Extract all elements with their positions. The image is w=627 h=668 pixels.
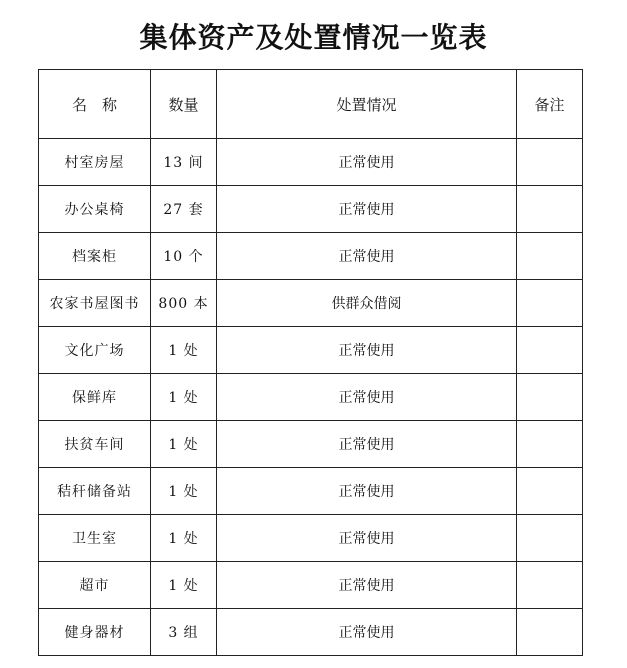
cell-disposal-status: 正常使用 (217, 609, 517, 656)
cell-disposal-status: 正常使用 (217, 515, 517, 562)
cell-disposal-status: 正常使用 (217, 421, 517, 468)
table-row (39, 186, 583, 233)
cell-remarks (517, 609, 583, 656)
cell-quantity: 27 套 (151, 186, 217, 233)
cell-remarks (517, 139, 583, 186)
header-quantity: 数量 (151, 70, 217, 139)
cell-quantity: 1 处 (151, 327, 217, 374)
cell-quantity: 10 个 (151, 233, 217, 280)
cell-remarks (517, 233, 583, 280)
cell-quantity: 800 本 (151, 280, 217, 327)
cell-quantity: 1 处 (151, 421, 217, 468)
table-row (39, 374, 583, 421)
cell-quantity: 1 处 (151, 468, 217, 515)
cell-disposal-status: 正常使用 (217, 562, 517, 609)
cell-name: 档案柜 (39, 233, 151, 280)
cell-remarks (517, 468, 583, 515)
cell-name: 扶贫车间 (39, 421, 151, 468)
header-disposal-status: 处置情况 (217, 70, 517, 139)
cell-quantity: 13 间 (151, 139, 217, 186)
table-row (39, 515, 583, 562)
cell-name: 村室房屋 (39, 139, 151, 186)
header-name: 名 称 (39, 70, 151, 139)
header-remarks: 备注 (517, 70, 583, 139)
table-row (39, 139, 583, 186)
cell-quantity: 1 处 (151, 515, 217, 562)
cell-name: 文化广场 (39, 327, 151, 374)
cell-disposal-status: 正常使用 (217, 468, 517, 515)
table-row (39, 468, 583, 515)
cell-disposal-status: 正常使用 (217, 327, 517, 374)
cell-disposal-status: 供群众借阅 (217, 280, 517, 327)
table-row (39, 280, 583, 327)
cell-remarks (517, 374, 583, 421)
cell-name: 秸秆储备站 (39, 468, 151, 515)
table-row (39, 421, 583, 468)
table-row (39, 233, 583, 280)
cell-name: 办公桌椅 (39, 186, 151, 233)
table-row (39, 327, 583, 374)
page-title: 集体资产及处置情况一览表 (139, 21, 488, 54)
cell-name: 健身器材 (39, 609, 151, 656)
table-row (39, 609, 583, 656)
cell-name: 卫生室 (39, 515, 151, 562)
cell-name: 保鲜库 (39, 374, 151, 421)
table-row (39, 562, 583, 609)
cell-quantity: 3 组 (151, 609, 217, 656)
cell-name: 超市 (39, 562, 151, 609)
asset-table (38, 69, 583, 656)
cell-quantity: 1 处 (151, 374, 217, 421)
cell-remarks (517, 515, 583, 562)
cell-disposal-status: 正常使用 (217, 139, 517, 186)
cell-disposal-status: 正常使用 (217, 233, 517, 280)
cell-remarks (517, 280, 583, 327)
cell-quantity: 1 处 (151, 562, 217, 609)
cell-remarks (517, 327, 583, 374)
cell-remarks (517, 421, 583, 468)
cell-name: 农家书屋图书 (39, 280, 151, 327)
cell-remarks (517, 562, 583, 609)
cell-disposal-status: 正常使用 (217, 374, 517, 421)
table-header-row (39, 70, 583, 139)
cell-disposal-status: 正常使用 (217, 186, 517, 233)
cell-remarks (517, 186, 583, 233)
